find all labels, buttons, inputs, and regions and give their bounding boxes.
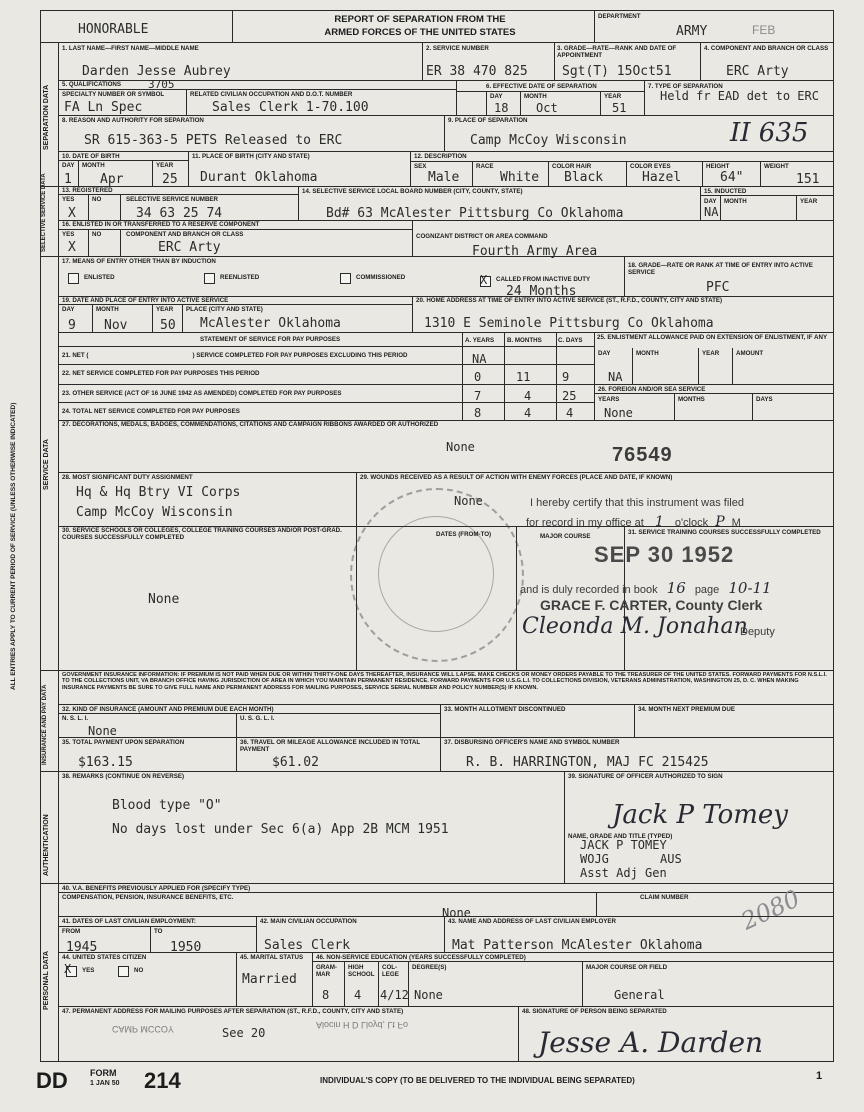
service-number-value: ER 38 470 825 <box>426 64 528 79</box>
total-days: 4 <box>566 406 574 420</box>
wounds-label: 29. WOUNDS RECEIVED AS A RESULT OF ACTION WITH ENEMY FORCES (PLACE AND DATE, IF KNOWN) <box>360 474 673 481</box>
form-date: 1 JAN 50 <box>90 1080 120 1087</box>
major-course-label: MAJOR COURSE <box>540 533 591 540</box>
reason-value: SR 615-363-5 PETS Released to ERC <box>84 133 343 148</box>
duty-value-2: Camp McCoy Wisconsin <box>76 505 233 520</box>
wounds-value: None <box>454 494 483 508</box>
other-years: 7 <box>474 389 482 403</box>
major-field-value: General <box>614 988 665 1002</box>
filed-ampm: P <box>715 514 725 530</box>
county-clerk-name: GRACE F. CARTER, County Clerk <box>540 597 763 613</box>
reserve-component-label: COMPONENT AND BRANCH OR CLASS <box>126 231 244 238</box>
section-insurance-pay: INSURANCE AND PAY DATA <box>42 684 48 765</box>
deputy-label: Deputy <box>740 626 775 638</box>
officer-name-label: NAME, GRADE AND TITLE (TYPED) <box>568 833 673 840</box>
section-authentication: AUTHENTICATION <box>43 814 50 876</box>
page-number-footer: 1 <box>816 1070 823 1082</box>
total-payment-value: $163.15 <box>78 755 133 770</box>
major-field-label: MAJOR COURSE OR FIELD <box>586 964 668 971</box>
education-grammar: 8 <box>322 988 330 1002</box>
reserve-component-value: ERC Arty <box>158 240 221 255</box>
insurance-info: GOVERNMENT INSURANCE INFORMATION: IF PREMIUM IS NOT PAID WHEN DUE OR WITHIN THIRTY-ONE DAYS THEREAFTER, INSURANCE WILL LAPSE. MAKE CHECKS OR MONEY ORDERS PAYABLE TO THE TREASURER OF THE UNITED STATES. FORWARD PAYMENTS FOR N.S.L.I. TO THE COLLECTIONS UNIT, VA BRANCH OFFICE HAVING JURISDICTION OF AREA IN WHICH YOU MAINTAIN PERMANENT RESIDENCE. FORWARD PAYMENTS FOR U.S.G.L.I. TO COLLECTIONS DIVISION, VETERANS ADMINISTRATION, WASHINGTON 25, D. C. WHEN MAKING INSURANCE PAYMENTS BE SURE TO GIVE FULL NAME AND PERMANENT ADDRESS FOR MAILING PURPOSES, SERVICE SERIAL NUMBER AND POLICY NUMBER(S) IF KNOWN. <box>62 672 827 691</box>
service-number-label: 2. SERVICE NUMBER <box>426 45 489 52</box>
inducted-value: NA <box>704 205 719 219</box>
ss-number-label: SELECTIVE SERVICE NUMBER <box>126 196 219 203</box>
qualification-code: 3705 <box>148 78 175 91</box>
ss-number-value: 34 63 25 74 <box>136 206 223 221</box>
sex-value: Male <box>428 170 460 185</box>
officer-title: Asst Adj Gen <box>580 866 667 880</box>
description-label: 12. DESCRIPTION <box>414 153 467 160</box>
effective-year: 51 <box>612 101 627 115</box>
permanent-address-value: See 20 <box>222 1026 266 1040</box>
total-years: 8 <box>474 406 482 420</box>
nsli-value: None <box>88 724 117 738</box>
schools-label: 30. SERVICE SCHOOLS OR COLLEGES, COLLEGE TRAINING COURSES AND/OR POST-GRAD. COURSES SUCCESSFULLY COMPLETED <box>62 527 342 541</box>
filed-certification-line2: for record in my office at 1 o'clock P M <box>526 514 741 530</box>
main-occupation-label: 42. MAIN CIVILIAN OCCUPATION <box>260 918 357 925</box>
net-this-period-label: 22. NET SERVICE COMPLETED FOR PAY PURPOSES THIS PERIOD <box>62 370 260 377</box>
remarks-line1: Blood type "O" <box>112 798 222 813</box>
copy-notice: INDIVIDUAL'S COPY (TO BE DELIVERED TO THE INDIVIDUAL BEING SEPARATED) <box>320 1076 635 1085</box>
claim-number-label: CLAIM NUMBER <box>640 894 689 901</box>
entry-day: 9 <box>68 318 76 333</box>
form-footer <box>36 1068 836 1098</box>
this-months: 11 <box>516 370 531 384</box>
received-stamp: FEB <box>752 23 776 37</box>
person-signature: Jesse A. Darden <box>538 1026 764 1059</box>
decorations-label: 27. DECORATIONS, MEDALS, BADGES, COMMENDATIONS, CITATIONS AND CAMPAIGN RIBBONS AWARDED OR AUTHORIZED <box>62 421 439 428</box>
reenlisted-checkbox[interactable] <box>204 273 215 284</box>
birth-month: Apr <box>100 172 124 187</box>
total-months: 4 <box>524 406 532 420</box>
home-address-label: 20. HOME ADDRESS AT TIME OF ENTRY INTO ACTIVE SERVICE (ST., R.F.D., COUNTY, CITY AND STATE) <box>416 297 723 304</box>
effective-date-label: 6. EFFECTIVE DATE OF SEPARATION <box>486 83 597 90</box>
insurance-kind-label: 32. KIND OF INSURANCE (AMOUNT AND PREMIUM DUE EACH MONTH) <box>62 706 274 713</box>
record-number-stamp: 76549 <box>612 444 673 466</box>
birth-date-label: 10. DATE OF BIRTH <box>62 153 120 160</box>
effective-day: 18 <box>494 101 509 115</box>
height-value: 64" <box>720 170 744 185</box>
allowance-value: NA <box>608 370 623 384</box>
filed-certification-line1: I hereby certify that this instrument was filed <box>530 497 744 509</box>
reserve-yes: X <box>68 240 76 255</box>
mirrored-stamp-2: CAMP MCCOY <box>112 1024 174 1034</box>
specialty-label: SPECIALTY NUMBER OR SYMBOL <box>62 91 165 98</box>
employment-to: 1950 <box>170 940 202 955</box>
last-employer-label: 43. NAME AND ADDRESS OF LAST CIVILIAN EMPLOYER <box>448 918 616 925</box>
hair-value: Black <box>564 170 604 185</box>
filed-date-stamp: SEP 30 1952 <box>594 542 735 567</box>
citizen-yes-mark: X <box>64 962 72 976</box>
decorations-value: None <box>446 440 475 454</box>
duty-value: Hq & Hq Btry VI Corps <box>76 485 241 500</box>
effective-month: Oct <box>536 101 558 115</box>
education-high: 4 <box>354 988 362 1002</box>
section-selective-service: SELECTIVE SERVICE DATA <box>41 173 47 252</box>
section-personal-data: PERSONAL DATA <box>43 950 50 1010</box>
allotment-label: 33. MONTH ALLOTMENT DISCONTINUED <box>444 706 566 713</box>
birth-place-value: Durant Oklahoma <box>200 170 318 185</box>
foreign-service-label: 26. FOREIGN AND/OR SEA SERVICE <box>598 386 706 393</box>
deputy-signature: Cleonda M. Jonahan <box>522 614 748 639</box>
officer-name: JACK P TOMEY <box>580 838 667 852</box>
department-label: DEPARTMENT <box>598 13 641 20</box>
officer-signature: Jack P Tomey <box>612 800 788 830</box>
separation-form: HONORABLE REPORT OF SEPARATION FROM THE ARMED FORCES OF THE UNITED STATES DEPARTMENT ARMY FEB SEPARATION DATA SELECTIVE SERVICE DATA SERVICE DATA INSURANCE AND PAY DATA AUTHENTICATION PERSONAL DATA ALL ENTRIES APPLY TO CURRENT PERIOD OF SERVICE (UNLESS OTHERWISE INDICATED) 1. LAST NAME—FIRST NAME—MIDDLE NAME Darden Jesse Aubrey 2. SERVICE NUMBER ER 38 470 825 3. GRADE—RATE—RANK AND DATE OF APPOINTMENT Sgt(T) 15Oct51 4. COMPONENT AND BRANCH OR CLASS ERC Arty 5. QUALIFICATIONS 3705 SPECIALTY NUMBER OR SYMBOL RELATED CIVILIAN OCCUPATION AND D.O.T. NUMBER FA Ln Spec Sales Clerk 1-70.100 6. EFFECTIVE DATE OF SEPARATION DAY MONTH YEAR 18 Oct 51 7. TYPE OF SEPARATION Held fr EAD det to ERC 8. REASON AND AUTHORITY FOR SEPARATION SR 615-363-5 PETS Released to ERC 9. PLACE OF SEPARATION Camp McCoy Wisconsin II 635 10. DATE OF BIRTH DAY MONTH YEAR 1 Apr 25 11. PLACE OF BIRTH (CITY AND STATE) Durant Oklahoma 12. DESCRIPTION SEX RACE COLOR HAIR COLOR EYES HEIGHT WEIGHT Male White Black Hazel 64" 151 13. REGISTERED YES NO SELECTIVE SERVICE NUMBER X 34 63 25 74 14. SELECTIVE SERVICE LOCAL BOARD NUMBER (CITY, COUNTY, STATE) Bd# 63 McAlester Pittsburg Co Oklahoma 15. INDUCTED DAY MONTH YEAR NA 16. ENLISTED IN OR TRANSFERRED TO A RESERVE COMPONENT YES NO COMPONENT AND BRANCH OR CLASS X ERC Arty COGNIZANT DISTRICT OR AREA COMMAND Fourth Army Area 17. MEANS OF ENTRY OTHER THAN BY INDUCTION ENLISTED REENLISTED COMMISSIONED X CALLED FROM INACTIVE DUTY 24 Months 18. GRADE—RATE OR RANK AT TIME OF ENTRY INTO ACTIVE SERVICE PFC 19. DATE AND PLACE OF ENTRY INTO ACTIVE SERVICE DAY MONTH YEAR PLACE (CITY AND STATE) 9 Nov 50 McAlester Oklahoma 20. HOME ADDRESS AT TIME OF ENTRY INTO ACTIVE SERVICE (ST., R.F.D., COUNTY, CITY AND STATE) 1310 E Seminole Pittsburg Co Oklahoma STATEMENT OF SERVICE FOR PAY PURPOSES A. YEARS B. MONTHS C. DAYS 25. ENLISTMENT ALLOWANCE PAID ON EXTENSION OF ENLISTMENT, IF ANY DAY MONTH YEAR AMOUNT 21. NET ( ) SERVICE COMPLETED FOR PAY PURPOSES EXCLUDING THIS PERIOD NA 22. NET SERVICE COMPLETED FOR PAY PURPOSES THIS PERIOD 0 11 9 NA 23. OTHER SERVICE (ACT OF 16 JUNE 1942 AS AMENDED) COMPLETED FOR PAY PURPOSES 7 4 25 26. FOREIGN AND/OR SEA SERVICE YEARS MONTHS DAYS 24. TOTAL NET SERVICE COMPLETED FOR PAY PURPOSES 8 4 4 None 27. DECORATIONS, MEDALS, BADGES, COMMENDATIONS, CITATIONS AND CAMPAIGN RIBBONS AWARDED OR AUTHORIZED None 76549 28. MOST SIGNIFICANT DUTY ASSIGNMENT Hq & Hq Btry VI Corps Camp McCoy Wisconsin 29. WOUNDS RECEIVED AS A RESULT OF ACTION WITH ENEMY FORCES (PLACE AND DATE, IF KNOWN) None 30. SERVICE SCHOOLS OR COLLEGES, COLLEGE TRAINING COURSES AND/OR POST-GRAD. COURSES SUCCESSFULLY COMPLETED DATES (FROM-TO) MAJOR COURSE 31. SERVICE TRAINING COURSES SUCCESSFULLY COMPLETED None I hereby certify that this instrument was filed for record in my office at 1 o'clock P M SEP 30 1952 and is duly recorded in book 16 page 10-11 GRACE F. CARTER, County Clerk Cleonda M. Jonahan Deputy GOVERNMENT INSURANCE INFORMATION: IF PREMIUM IS NOT PAID WHEN DUE OR WITHIN THIRTY-ONE DAYS THEREAFTER, INSURANCE WILL LAPSE. MAKE CHECKS OR MONEY ORDERS PAYABLE TO THE TREASURER OF THE UNITED STATES. FORWARD PAYMENTS FOR N.S.L.I. TO THE COLLECTIONS UNIT, VA BRANCH OFFICE HAVING JURISDICTION OF AREA IN WHICH YOU MAINTAIN PERMANENT RESIDENCE. FORWARD PAYMENTS FOR U.S.G.L.I. TO COLLECTIONS DIVISION, VETERANS ADMINISTRATION, WASHINGTON 25, D. C. WHEN MAKING INSURANCE PAYMENTS BE SURE TO GIVE FULL NAME AND PERMANENT ADDRESS FOR MAILING PURPOSES, SERVICE SERIAL NUMBER AND POLICY NUMBER(S) IF KNOWN. 32. KIND OF INSURANCE (AMOUNT AND PREMIUM DUE EACH MONTH) N. S. L. I. U. S. G. L. I. None 33. MONTH ALLOTMENT DISCONTINUED 34. MONTH NEXT PREMIUM DUE 35. TOTAL PAYMENT UPON SEPARATION $163.15 36. TRAVEL OR MILEAGE ALLOWANCE INCLUDED IN TOTAL PAYMENT $61.02 37. DISBURSING OFFICER'S NAME AND SYMBOL NUMBER R. B. HARRINGTON, MAJ FC 215425 38. REMARKS (CONTINUE ON REVERSE) Blood type "O" No days lost under Sec 6(a) App 2B MCM 1951 39. SIGNATURE OF OFFICER AUTHORIZED TO SIGN Jack P Tomey NAME, GRADE AND TITLE (TYPED) JACK P TOMEY WOJG AUS Asst Adj Gen 40. V.A. BENEFITS PREVIOUSLY APPLIED FOR (SPECIFY TYPE) COMPENSATION, PENSION, INSURANCE BENEFITS, ETC. None CLAIM NUMBER 2080 41. DATES OF LAST CIVILIAN EMPLOYMENT: FROM TO 1945 1950 42. MAIN CIVILIAN OCCUPATION Sales Clerk 43. NAME AND ADDRESS OF LAST CIVILIAN EMPLOYER Mat Patterson McAlester Oklahoma 44. UNITED STATES CITIZEN X YES NO 45. MARITAL STATUS Married 46. NON-SERVICE EDUCATION (YEARS SUCCESSFULLY COMPLETED) GRAM-MAR HIGH SCHOOL COL-LEGE DEGREE(S) 8 4 4/12 None MAJOR COURSE OR FIELD General 47. PERMANENT ADDRESS FOR MAILING PURPOSES AFTER SEPARATION (ST., R.F.D., COUNTY, CITY AND STATE) See 20 Alocin H D Lloyd, Lt Fo CAMP MCCOY 48. SIGNATURE OF PERSON BEING SEPARATED Jesse A. Darden DD FORM 1 JAN 50 214 INDIVIDUAL'S COPY (TO BE DELIVERED TO THE INDIVIDUAL BEING SEPARATED) 1 <box>0 0 864 1112</box>
county-seal-inner <box>378 516 494 632</box>
remarks-label: 38. REMARKS (CONTINUE ON REVERSE) <box>62 773 185 780</box>
birth-day: 1 <box>64 172 72 187</box>
foreign-service-value: None <box>604 406 633 420</box>
birth-place-label: 11. PLACE OF BIRTH (CITY AND STATE) <box>192 153 310 160</box>
form-title: REPORT OF SEPARATION FROM THE ARMED FORCES OF THE UNITED STATES <box>324 14 516 38</box>
called-duration: 24 Months <box>506 284 577 299</box>
component-label: 4. COMPONENT AND BRANCH OR CLASS <box>704 45 829 52</box>
book-number: 16 <box>666 579 686 597</box>
civil-occupation-value: Sales Clerk 1-70.100 <box>212 100 369 115</box>
disbursing-value: R. B. HARRINGTON, MAJ FC 215425 <box>466 755 709 770</box>
employment-from: 1945 <box>66 940 98 955</box>
means-entry-label: 17. MEANS OF ENTRY OTHER THAN BY INDUCTION <box>62 258 216 265</box>
net-prior-years: NA <box>472 352 487 366</box>
entry-year: 50 <box>160 318 176 333</box>
net-prior-label: 21. NET ( ) SERVICE COMPLETED FOR PAY PURPOSES EXCLUDING THIS PERIOD <box>62 352 408 359</box>
section-separation-data: SEPARATION DATA <box>43 84 50 150</box>
permanent-address-label: 47. PERMANENT ADDRESS FOR MAILING PURPOSES AFTER SEPARATION (ST., R.F.D., COUNTY, CITY AND STATE) <box>62 1008 404 1015</box>
travel-value: $61.02 <box>272 755 319 770</box>
schools-value: None <box>148 592 180 607</box>
cognizant-area-value: Fourth Army Area <box>472 244 598 259</box>
local-board-label: 14. SELECTIVE SERVICE LOCAL BOARD NUMBER (CITY, COUNTY, STATE) <box>302 188 523 195</box>
entry-month: Nov <box>104 318 128 333</box>
reason-label: 8. REASON AND AUTHORITY FOR SEPARATION <box>62 117 204 124</box>
local-board-value: Bd# 63 McAlester Pittsburg Co Oklahoma <box>326 206 624 221</box>
grade-entry-label: 18. GRADE—RATE OR RANK AT TIME OF ENTRY INTO ACTIVE SERVICE <box>628 262 813 276</box>
qualifications-label: 5. QUALIFICATIONS <box>62 81 122 88</box>
filed-time: 1 <box>654 514 664 530</box>
form-label: FORM <box>90 1068 117 1078</box>
place-separation-label: 9. PLACE OF SEPARATION <box>448 117 528 124</box>
margin-annotation: 2080 <box>736 884 805 936</box>
entry-label: 19. DATE AND PLACE OF ENTRY INTO ACTIVE SERVICE <box>62 297 229 304</box>
enlisted-checkbox[interactable] <box>68 273 79 284</box>
race-value: White <box>500 170 540 185</box>
main-occupation-value: Sales Clerk <box>264 938 351 953</box>
page-number: 10-11 <box>728 579 772 597</box>
section-column-divider <box>58 42 59 1062</box>
specialty-value: FA Ln Spec <box>64 100 143 115</box>
place-separation-value: Camp McCoy Wisconsin <box>470 133 627 148</box>
registered-label: 13. REGISTERED <box>62 187 113 194</box>
registered-yes: X <box>68 206 76 221</box>
civil-occupation-label: RELATED CIVILIAN OCCUPATION AND D.O.T. NUMBER <box>190 91 353 98</box>
citizen-label: 44. UNITED STATES CITIZEN <box>62 954 147 961</box>
entry-place: McAlester Oklahoma <box>200 316 341 331</box>
margin-note: ALL ENTRIES APPLY TO CURRENT PERIOD OF SERVICE (UNLESS OTHERWISE INDICATED) <box>10 402 17 690</box>
reserve-label: 16. ENLISTED IN OR TRANSFERRED TO A RESERVE COMPONENT <box>62 221 260 228</box>
dates-label: DATES (FROM-TO) <box>436 531 492 538</box>
remarks-line2: No days lost under Sec 6(a) App 2B MCM 1951 <box>112 822 449 837</box>
total-payment-label: 35. TOTAL PAYMENT UPON SEPARATION <box>62 739 185 746</box>
other-service-label: 23. OTHER SERVICE (ACT OF 16 JUNE 1942 AS AMENDED) COMPLETED FOR PAY PURPOSES <box>62 390 342 397</box>
place-separation-handwritten: II 635 <box>730 118 809 148</box>
department-value: ARMY <box>676 24 708 39</box>
total-service-label: 24. TOTAL NET SERVICE COMPLETED FOR PAY PURPOSES <box>62 408 240 415</box>
grade-label: 3. GRADE—RATE—RANK AND DATE OF APPOINTMENT <box>557 45 677 59</box>
other-months: 4 <box>524 389 532 403</box>
next-premium-label: 34. MONTH NEXT PREMIUM DUE <box>638 706 735 713</box>
recorded-line: and is duly recorded in book 16 page 10-11 <box>520 579 772 597</box>
officer-grade: WOJG <box>580 852 609 866</box>
name-label: 1. LAST NAME—FIRST NAME—MIDDLE NAME <box>62 45 199 52</box>
grade-value: Sgt(T) 15Oct51 <box>562 64 672 79</box>
cognizant-area-label: COGNIZANT DISTRICT OR AREA COMMAND <box>416 233 548 240</box>
character-value: HONORABLE <box>78 22 149 37</box>
education-degree: None <box>414 988 443 1002</box>
type-separation-label: 7. TYPE OF SEPARATION <box>648 83 723 90</box>
person-signature-label: 48. SIGNATURE OF PERSON BEING SEPARATED <box>522 1008 667 1015</box>
form-number: 214 <box>144 1068 181 1093</box>
birth-year: 25 <box>162 172 178 187</box>
education-label: 46. NON-SERVICE EDUCATION (YEARS SUCCESSFULLY COMPLETED) <box>316 954 526 961</box>
last-employer-value: Mat Patterson McAlester Oklahoma <box>452 938 703 953</box>
other-days: 25 <box>562 389 577 403</box>
last-employment-label: 41. DATES OF LAST CIVILIAN EMPLOYMENT: <box>62 918 196 925</box>
dd-label: DD <box>36 1068 68 1093</box>
called-checkbox-mark: X <box>480 273 488 287</box>
officer-branch: AUS <box>660 852 682 866</box>
training-label: 31. SERVICE TRAINING COURSES SUCCESSFULLY COMPLETED <box>628 529 821 536</box>
va-benefits-label: 40. V.A. BENEFITS PREVIOUSLY APPLIED FOR (SPECIFY TYPE) <box>62 885 251 892</box>
marital-value: Married <box>242 972 297 987</box>
disbursing-label: 37. DISBURSING OFFICER'S NAME AND SYMBOL NUMBER <box>444 739 620 746</box>
type-separation-value: Held fr EAD det to ERC <box>660 89 819 103</box>
component-value: ERC Arty <box>726 64 789 79</box>
grade-entry-value: PFC <box>706 280 730 295</box>
enlistment-allowance-label: 25. ENLISTMENT ALLOWANCE PAID ON EXTENSION OF ENLISTMENT, IF ANY <box>597 334 828 341</box>
citizen-no-checkbox[interactable] <box>118 966 129 977</box>
mirrored-stamp-1: Alocin H D Lloyd, Lt Fo <box>316 1020 409 1030</box>
name-value: Darden Jesse Aubrey <box>82 64 231 79</box>
va-benefits-value: None <box>442 906 471 920</box>
home-address-value: 1310 E Seminole Pittsburg Co Oklahoma <box>424 316 714 331</box>
inducted-label: 15. INDUCTED <box>704 188 747 195</box>
eyes-value: Hazel <box>642 170 682 185</box>
this-days: 9 <box>562 370 570 384</box>
officer-signature-label: 39. SIGNATURE OF OFFICER AUTHORIZED TO SIGN <box>568 773 723 780</box>
this-years: 0 <box>474 370 482 384</box>
duty-label: 28. MOST SIGNIFICANT DUTY ASSIGNMENT <box>62 474 193 481</box>
commissioned-checkbox[interactable] <box>340 273 351 284</box>
statement-label: STATEMENT OF SERVICE FOR PAY PURPOSES <box>200 336 341 343</box>
marital-label: 45. MARITAL STATUS <box>240 954 304 961</box>
section-service-data: SERVICE DATA <box>43 439 50 490</box>
travel-label: 36. TRAVEL OR MILEAGE ALLOWANCE INCLUDED IN TOTAL PAYMENT <box>240 739 421 753</box>
education-college: 4/12 <box>380 988 409 1002</box>
weight-value: 151 <box>796 172 820 187</box>
